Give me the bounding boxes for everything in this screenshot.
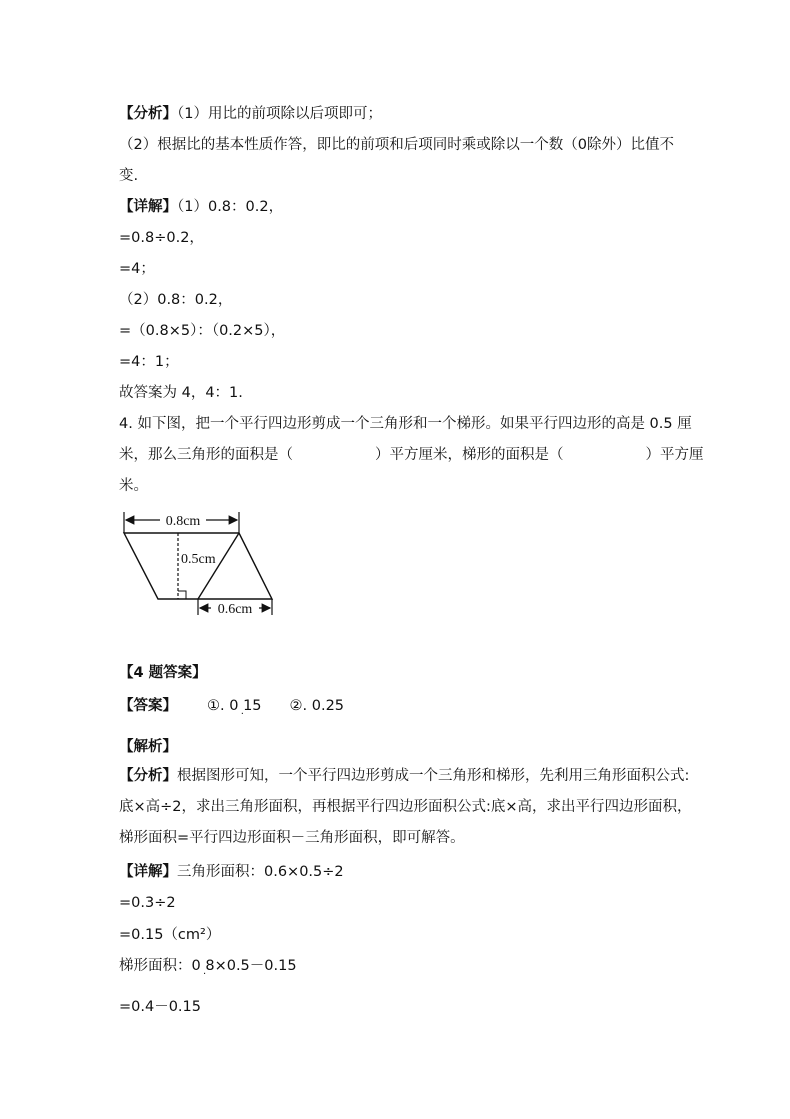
question-line-1: 4. 如下图，把一个平行四边形剪成一个三角形和一个梯形。如果平行四边形的高是 0.5 厘 (119, 416, 692, 432)
analysis-line-1 (119, 104, 382, 124)
answer-section-title: 【4 题答案】 (119, 665, 207, 681)
solution-title: 【解析】 (119, 739, 177, 755)
top-dimension-label: 0.8cm (165, 514, 201, 529)
trapezoid-calc-dot (201, 958, 206, 974)
question-text-a: 米，那么三角形的面积是（ (119, 447, 293, 463)
solution-detail-line-4 (119, 956, 297, 976)
analysis-line-3: 变. (119, 168, 139, 184)
solution-tag: 【分析】 (119, 768, 177, 784)
bottom-dimension-label: 0.6cm (217, 602, 253, 617)
solution-line-2: 底×高÷2，求出三角形面积，再根据平行四边形面积公式:底×高，求出平行四边形面积， (119, 799, 692, 815)
detail-line-7: 故答案为 4，4：1. (119, 385, 243, 401)
answer-1-prefix: ①. 0 (207, 698, 239, 714)
question-line-2 (119, 445, 704, 465)
trapezoid-calc-prefix: 梯形面积：0 (119, 958, 201, 974)
answer-2: ②. 0.25 (289, 698, 345, 714)
trapezoid-calc-suffix: 8×0.5－0.15 (205, 958, 297, 974)
question-text-c: ）平方厘 (645, 447, 704, 463)
answer-tag: 【答案】 (119, 698, 177, 714)
solution-detail-text-1: 三角形面积：0.6×0.5÷2 (177, 864, 344, 880)
solution-detail-line-2: =0.3÷2 (119, 895, 176, 911)
solution-detail-tag: 【详解】 (119, 864, 177, 880)
analysis-line-2: （2）根据比的基本性质作答，即比的前项和后项同时乘或除以一个数（0除外）比值不 (119, 137, 674, 153)
answer-line (119, 696, 344, 716)
parallelogram-figure (118, 507, 278, 619)
detail-line-6: =4：1； (119, 354, 179, 370)
question-line-3: 米。 (119, 478, 148, 494)
detail-line-4: （2）0.8：0.2， (119, 292, 233, 308)
right-angle-mark (178, 591, 186, 599)
detail-line-2: =0.8÷0.2， (119, 230, 204, 246)
solution-line-3: 梯形面积=平行四边形面积－三角形面积，即可解答。 (119, 830, 465, 846)
detail-line-1 (119, 197, 283, 217)
detail-tag: 【详解】 (119, 199, 177, 215)
solution-text-1: 根据图形可知，一个平行四边形剪成一个三角形和梯形，先利用三角形面积公式: (177, 768, 690, 784)
question-text-b: ）平方厘米，梯形的面积是（ (375, 447, 564, 463)
detail-line-3: =4； (119, 261, 155, 277)
answer-1-suffix: 15 (243, 698, 262, 714)
answer-1-dot (238, 698, 243, 714)
height-label: 0.5cm (181, 552, 216, 567)
detail-line-5: =（0.8×5）：（0.2×5）， (119, 323, 286, 339)
solution-detail-line-1 (119, 862, 344, 882)
analysis-tag: 【分析】 (119, 106, 177, 122)
solution-detail-line-3: =0.15（cm²） (119, 927, 221, 943)
detail-text-1: （1）0.8：0.2， (177, 199, 284, 215)
solution-line-1 (119, 766, 689, 786)
solution-detail-line-5: =0.4－0.15 (119, 999, 201, 1015)
analysis-text-1: （1）用比的前项除以后项即可； (177, 106, 382, 122)
